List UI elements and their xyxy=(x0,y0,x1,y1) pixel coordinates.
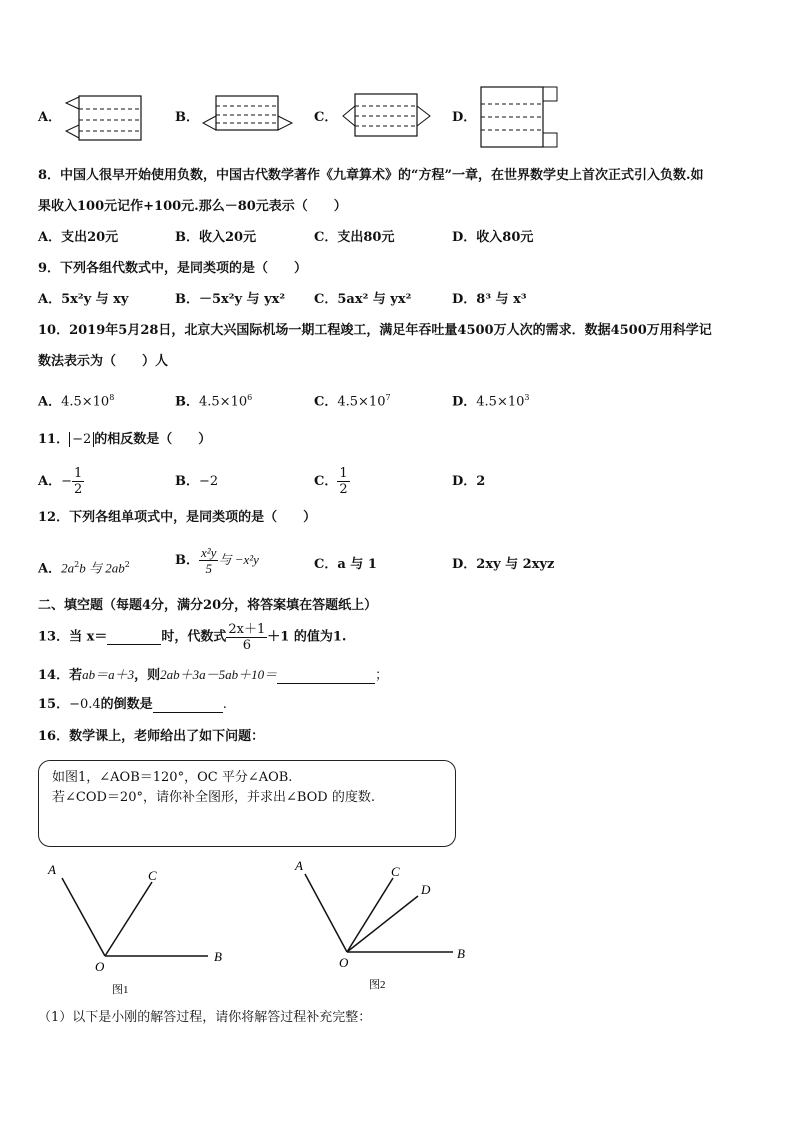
label-b: B xyxy=(214,949,222,964)
q10-option-a: A．$4.5\times 10^8$ xyxy=(38,393,115,410)
q8-option-a: A．支出20元 xyxy=(38,230,119,245)
q7-option-b-label: B． xyxy=(175,110,199,125)
q11-stem: 11． −2 的相反数是（ ） xyxy=(38,432,212,447)
q10-option-c: C．$4.5\times 10^7$ xyxy=(314,393,391,410)
q11-option-c: C． $\frac{1}{2}$ xyxy=(314,466,348,497)
ray-oa xyxy=(305,874,347,952)
q7-option-c-figure xyxy=(340,92,436,138)
label-a: A xyxy=(295,858,303,873)
figure-1-caption: 图1 xyxy=(112,984,129,996)
q12-option-b: B． $\frac{\text{x²y}}{5}$ 与 −x²y xyxy=(175,545,259,576)
q9-stem: 9．下列各组代数式中，是同类项的是（ ） xyxy=(38,261,308,276)
q9-option-c: C．5ax² 与 yx² xyxy=(314,292,412,307)
q8-option-b: B．收入20元 xyxy=(175,230,257,245)
label-b: B xyxy=(457,946,465,961)
label-c: C xyxy=(391,864,400,879)
q7-option-a-label: A． xyxy=(38,110,62,125)
q10-option-d: D．$4.5\times 10^3$ xyxy=(452,393,530,410)
q16-figure-2 xyxy=(285,852,485,998)
q16-box-line1: 如图1，∠AOB＝120°，OC 平分∠AOB. xyxy=(52,770,293,785)
q13: 13．当 x＝ 时，代数式 $\frac{2x+1}{6}$ ＋1 的值为1. xyxy=(38,622,347,653)
q16-stem: 16．数学课上，老师给出了如下问题： xyxy=(38,729,265,744)
q16-figure-1 xyxy=(40,858,240,998)
q8-option-c: C．支出80元 xyxy=(314,230,395,245)
q15-answer-blank[interactable] xyxy=(153,698,223,713)
q11-option-a: A．− $\frac{1}{2}$ xyxy=(38,466,83,497)
q12-option-d: D．2xy 与 2xyz xyxy=(452,557,555,572)
section-2-title: 二、填空题（每题4分，满分20分，将答案填在答题纸上） xyxy=(38,598,378,613)
q11-option-d: D．2 xyxy=(452,474,486,489)
q12-option-a: A．$2a^2b$ 与 $2ab^2$ xyxy=(38,560,130,577)
q8-option-d: D．收入80元 xyxy=(452,230,534,245)
label-o: O xyxy=(95,959,105,974)
q14-answer-blank[interactable] xyxy=(277,669,375,684)
q14: 14．若ab＝a＋3，则2ab＋3a－5ab＋10＝ ； xyxy=(38,667,389,683)
q8-line1: 8．中国人很早开始使用负数，中国古代数学著作《九章算术》的“方程”一章，在世界数学史上首次正式引入负数.如 xyxy=(38,168,704,183)
q10-option-b: B．$4.5\times 10^6$ xyxy=(175,393,253,410)
q7-option-b-figure xyxy=(200,94,300,134)
q11-abs-value: −2 xyxy=(69,432,94,447)
ray-oc xyxy=(105,882,152,956)
ray-od xyxy=(347,896,418,952)
q9-option-a: A．5x²y 与 xy xyxy=(38,292,129,307)
label-d: D xyxy=(421,882,431,897)
q15: 15．−0.4的倒数是 . xyxy=(38,697,227,712)
label-o: O xyxy=(339,955,349,970)
q9-option-b: B．－5x²y 与 yx² xyxy=(175,292,286,307)
q7-option-a-figure xyxy=(62,94,144,142)
label-a: A xyxy=(48,862,56,877)
q10-line2: 数法表示为（ ）人 xyxy=(38,354,169,369)
q7-option-c-label: C． xyxy=(314,110,338,125)
q7-option-d-label: D． xyxy=(452,110,477,125)
q12-option-c: C．a 与 1 xyxy=(314,557,377,572)
q12-stem: 12．下列各组单项式中，是同类项的是（ ） xyxy=(38,510,317,525)
q10-line1: 10．2019年5月28日，北京大兴国际机场一期工程竣工，满足年吞吐量4500万人次的需求．数据4500万用科学记 xyxy=(38,323,712,338)
ray-oc xyxy=(347,878,393,952)
q9-option-d: D．8³ 与 x³ xyxy=(452,292,527,307)
figure-2-caption: 图2 xyxy=(369,979,386,991)
q16-box-line2: 若∠COD＝20°，请你补全图形，并求出∠BOD 的度数. xyxy=(52,790,375,805)
q8-line2: 果收入100元记作+100元.那么－80元表示（ ） xyxy=(38,199,347,214)
q7-option-d-figure xyxy=(478,84,562,150)
q11-option-b: B．−2 xyxy=(175,474,219,489)
q16-subquestion-1: （1）以下是小刚的解答过程，请你将解答过程补充完整： xyxy=(38,1010,372,1025)
ray-oa xyxy=(62,878,105,956)
q13-answer-blank[interactable] xyxy=(107,630,161,645)
label-c: C xyxy=(148,868,157,883)
